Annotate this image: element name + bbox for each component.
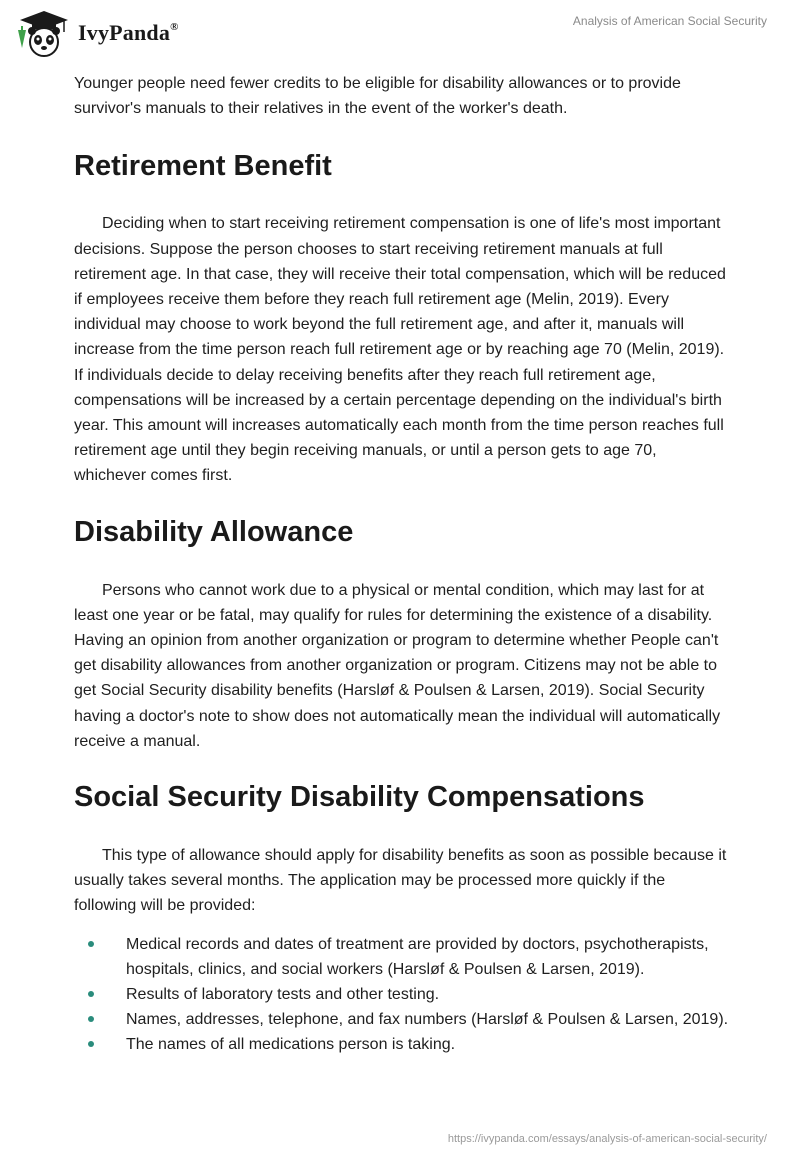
page-header [0, 0, 800, 64]
list-item [74, 982, 730, 1007]
bullet-icon [88, 1041, 94, 1047]
list-item-text: Medical records and dates of treatment are provided by doctors, psychotherapists, hospitals, clinics, and social workers (Harsløf & Poulsen & Larsen, 2019). [126, 935, 709, 978]
heading-disability-allowance: Disability Allowance [74, 515, 354, 548]
list-item-text: The names of all medications person is taking. [126, 1036, 456, 1054]
panda-graduate-icon[interactable] [14, 8, 76, 58]
list-item [74, 932, 730, 982]
list-item-text: Results of laboratory tests and other testing. [126, 986, 440, 1004]
source-url-link[interactable]: https://ivypanda.com/essays/analysis-of-american-social-security/ [447, 1133, 767, 1145]
brand-label: IvyPanda [78, 20, 171, 45]
registered-mark: ® [170, 20, 179, 33]
disability-compensations-paragraph: This type of allowance should apply for disability benefits as soon as possible because it usually takes several months. The application may be processed more quickly if the following will be provided: [74, 847, 727, 915]
document-title: Analysis of American Social Security [572, 14, 767, 28]
bullet-icon [88, 991, 94, 997]
essay-content [74, 70, 730, 1058]
disability-allowance-paragraph: Persons who cannot work due to a physical or mental condition, which may last for at least one year or be fatal, may qualify for rules for determining the existence of a disability. Having an opinion from another organization or program to determine whether People can't get disability allowances from another organization or program. Citizens may not be able to get Social Security disability benefits (Harsløf & Poulsen & Larsen, 2019). Social Security having a doctor's note to show does not automatically mean the individual will automatically receive a manual. [74, 581, 721, 750]
intro-paragraph: Younger people need fewer credits to be eligible for disability allowances or to provide survivor's manuals to their relatives in the event of the worker's death. [74, 75, 681, 118]
list-item [74, 1007, 730, 1032]
brand-name[interactable] [78, 20, 179, 46]
list-item [74, 1032, 730, 1057]
heading-disability-compensations: Social Security Disability Compensations [74, 781, 645, 814]
bullet-icon [88, 941, 94, 947]
requirements-list [74, 932, 730, 1058]
retirement-benefit-paragraph: Deciding when to start receiving retirement compensation is one of life's most important decisions. Suppose the person chooses to start receiving retirement manuals at full retirement age. In that case, they will receive their total compensation, which will be reduced if employees receive them before they reach full retirement age (Melin, 2019). Every individual may choose to work beyond the full retirement age, and after it, manuals will increase from the time person reach full retirement age or by reaching age 70 (Melin, 2019). If individuals decide to delay receiving benefits after they reach full retirement age, compensations will be increased by a certain percentage depending on the individual's birth year. This amount will increases automatically each month from the time person reaches full retirement age until they begin receiving manuals, or until a person gets to age 70, whichever comes first. [74, 215, 726, 485]
list-item-text: Names, addresses, telephone, and fax numbers (Harsløf & Poulsen & Larsen, 2019). [126, 1011, 729, 1029]
heading-retirement-benefit: Retirement Benefit [74, 150, 332, 183]
bullet-icon [88, 1016, 94, 1022]
